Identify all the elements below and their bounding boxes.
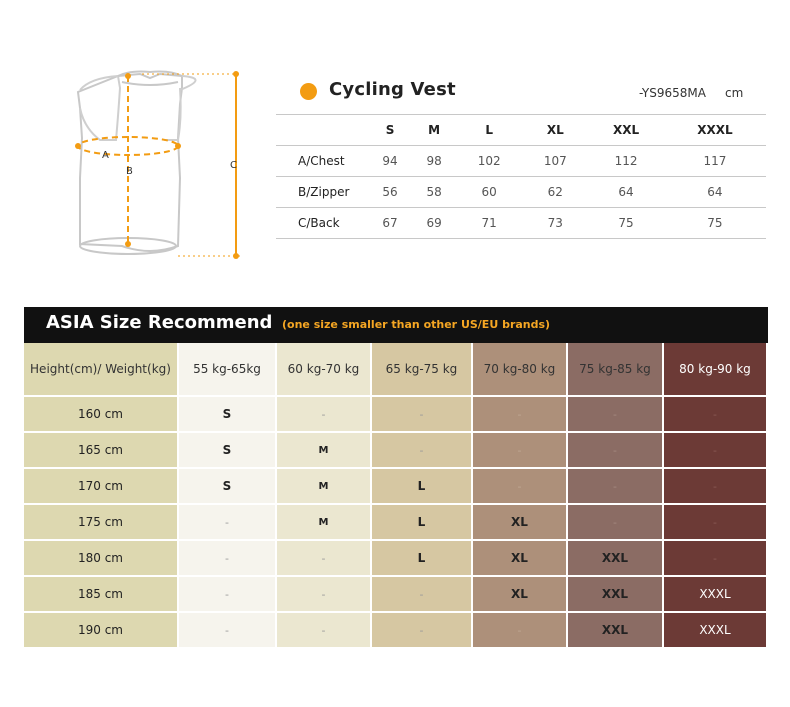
- size-header: L: [456, 115, 522, 146]
- size-header: M: [412, 115, 456, 146]
- height-label: 170 cm: [24, 469, 179, 505]
- recommended-size-cell: XXL: [568, 613, 664, 649]
- vest-left-side: [80, 76, 120, 140]
- header-empty: [276, 115, 368, 146]
- measurement-value: 94: [368, 146, 412, 177]
- recommended-size-cell: -: [664, 433, 768, 469]
- recommended-size-cell: -: [664, 469, 768, 505]
- vest-measurement-diagram: [60, 68, 260, 268]
- recommended-size-cell: -: [179, 613, 277, 649]
- recommend-note: (one size smaller than other US/EU brands): [282, 318, 551, 331]
- measurement-value: 58: [412, 177, 456, 208]
- weight-range-header: 60 kg-70 kg: [277, 343, 372, 397]
- height-label: 185 cm: [24, 577, 179, 613]
- recommended-size-cell: -: [277, 577, 372, 613]
- measurement-value: 69: [412, 208, 456, 239]
- vest-right-side: [164, 76, 196, 140]
- height-label: 165 cm: [24, 433, 179, 469]
- recommended-size-cell: -: [179, 541, 277, 577]
- recommended-size-cell: M: [277, 433, 372, 469]
- recommended-size-cell: L: [372, 505, 473, 541]
- recommended-size-cell: -: [372, 577, 473, 613]
- recommended-size-cell: M: [277, 505, 372, 541]
- weight-range-header: 75 kg-85 kg: [568, 343, 664, 397]
- recommended-size-cell: XXL: [568, 541, 664, 577]
- recommended-size-cell: -: [664, 505, 768, 541]
- height-label: 190 cm: [24, 613, 179, 649]
- chest-point-right: [175, 143, 181, 149]
- measurement-header-row: [276, 115, 766, 146]
- measurement-value: 107: [522, 146, 588, 177]
- chest-point-left: [75, 143, 81, 149]
- recommended-size-cell: -: [277, 613, 372, 649]
- size-header: XL: [522, 115, 588, 146]
- title-bullet-icon: [300, 83, 317, 100]
- recommended-size-cell: XL: [473, 541, 568, 577]
- measurement-value: 67: [368, 208, 412, 239]
- zipper-point-top: [125, 73, 131, 79]
- measurement-value: 62: [522, 177, 588, 208]
- measurement-value: 75: [664, 208, 766, 239]
- measurement-value: 112: [588, 146, 663, 177]
- model-code: -YS9658MA: [639, 86, 706, 100]
- recommended-size-cell: -: [372, 613, 473, 649]
- label-a: A: [102, 150, 109, 161]
- unit-label: cm: [725, 86, 744, 100]
- recommended-size-cell: XXL: [568, 577, 664, 613]
- label-c: C: [230, 160, 237, 171]
- measurement-value: 60: [456, 177, 522, 208]
- recommended-size-cell: -: [473, 397, 568, 433]
- measurement-label: A/Chest: [276, 146, 368, 177]
- recommended-size-cell: S: [179, 433, 277, 469]
- label-b: B: [126, 166, 133, 177]
- vest-outline: [78, 74, 182, 251]
- measurement-value: 73: [522, 208, 588, 239]
- height-label: 180 cm: [24, 541, 179, 577]
- zipper-point-bottom: [125, 241, 131, 247]
- height-label: 160 cm: [24, 397, 179, 433]
- recommended-size-cell: -: [473, 613, 568, 649]
- recommended-size-cell: -: [473, 469, 568, 505]
- measurement-value: 64: [588, 177, 663, 208]
- measurement-value: 64: [664, 177, 766, 208]
- size-header: S: [368, 115, 412, 146]
- recommended-size-cell: XL: [473, 505, 568, 541]
- measurement-value: 98: [412, 146, 456, 177]
- size-recommend-grid: [24, 343, 768, 649]
- recommended-size-cell: -: [372, 433, 473, 469]
- weight-range-header: 70 kg-80 kg: [473, 343, 568, 397]
- recommended-size-cell: -: [664, 397, 768, 433]
- recommended-size-cell: -: [664, 541, 768, 577]
- recommended-size-cell: -: [277, 397, 372, 433]
- recommended-size-cell: XL: [473, 577, 568, 613]
- measurement-value: 117: [664, 146, 766, 177]
- recommended-size-cell: S: [179, 397, 277, 433]
- recommended-size-cell: -: [372, 397, 473, 433]
- measurement-label: C/Back: [276, 208, 368, 239]
- recommended-size-cell: -: [179, 505, 277, 541]
- back-point-bottom: [233, 253, 239, 259]
- recommended-size-cell: -: [568, 505, 664, 541]
- measurement-value: 71: [456, 208, 522, 239]
- back-point-top: [233, 71, 239, 77]
- recommended-size-cell: -: [568, 397, 664, 433]
- measurement-table: [276, 114, 766, 239]
- measurement-value: 56: [368, 177, 412, 208]
- recommended-size-cell: S: [179, 469, 277, 505]
- height-label: 175 cm: [24, 505, 179, 541]
- measurement-row: [276, 177, 766, 208]
- recommended-size-cell: -: [473, 433, 568, 469]
- measurement-value: 75: [588, 208, 663, 239]
- recommended-size-cell: XXXL: [664, 613, 768, 649]
- recommended-size-cell: -: [568, 469, 664, 505]
- measurement-label: B/Zipper: [276, 177, 368, 208]
- recommended-size-cell: L: [372, 469, 473, 505]
- recommend-title: ASIA Size Recommend: [46, 312, 273, 333]
- recommended-size-cell: L: [372, 541, 473, 577]
- size-header: XXL: [588, 115, 663, 146]
- weight-range-header: 80 kg-90 kg: [664, 343, 768, 397]
- product-header: [298, 78, 768, 108]
- recommended-size-cell: -: [568, 433, 664, 469]
- recommend-banner: [24, 307, 768, 343]
- weight-range-header: 65 kg-75 kg: [372, 343, 473, 397]
- measurement-value: 102: [456, 146, 522, 177]
- size-header: XXXL: [664, 115, 766, 146]
- measurement-row: [276, 146, 766, 177]
- recommended-size-cell: -: [277, 541, 372, 577]
- measurement-row: [276, 208, 766, 239]
- weight-range-header: 55 kg-65kg: [179, 343, 277, 397]
- product-title: Cycling Vest: [329, 79, 456, 100]
- recommended-size-cell: -: [179, 577, 277, 613]
- height-weight-header: Height(cm)/ Weight(kg): [24, 343, 179, 397]
- recommended-size-cell: M: [277, 469, 372, 505]
- recommended-size-cell: XXXL: [664, 577, 768, 613]
